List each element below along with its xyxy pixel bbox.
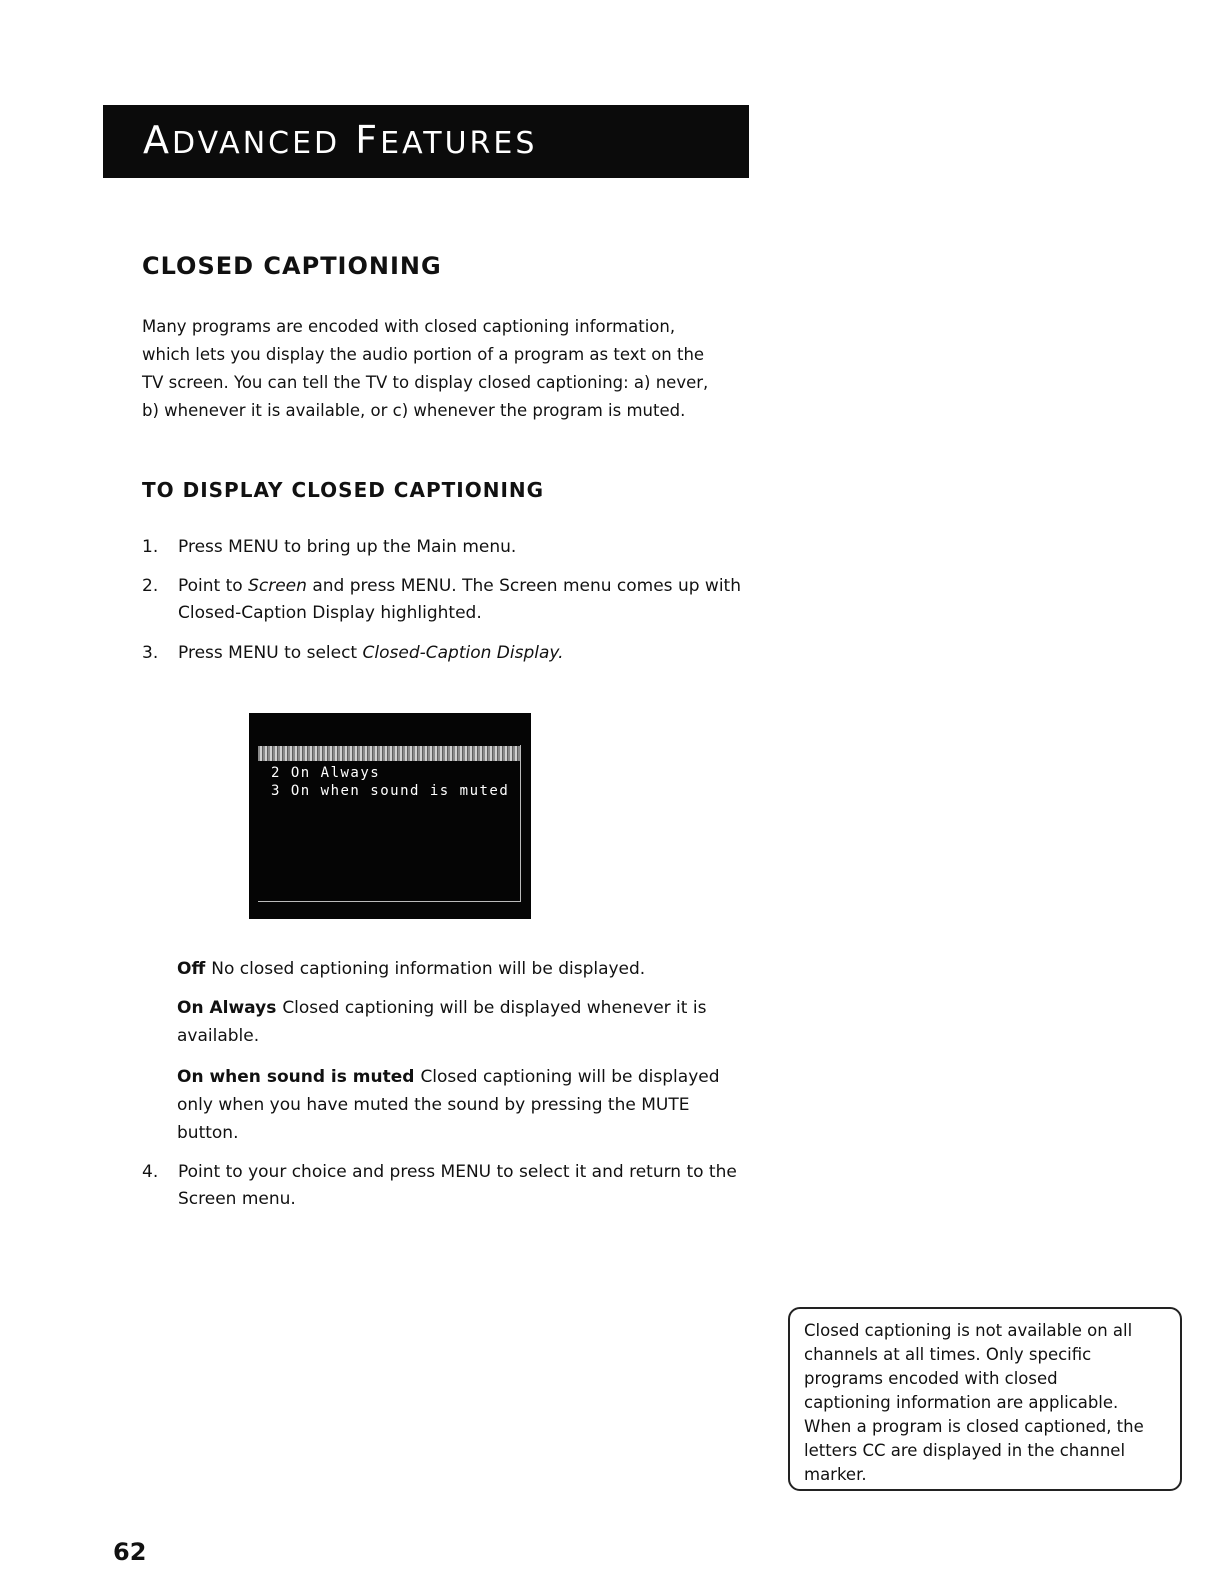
- option-description-on-when-muted: [177, 1063, 720, 1147]
- step-number: 4.: [142, 1162, 159, 1182]
- option-term: Off: [177, 959, 206, 979]
- step-number: 3.: [142, 643, 159, 663]
- step-text-part: Press MENU to select: [178, 643, 363, 663]
- step-item: [142, 573, 741, 627]
- step-text-part: Point to: [178, 576, 249, 596]
- intro-line: TV screen. You can tell the TV to display closed captioning: a) never,: [142, 373, 709, 392]
- note-line: channels at all times. Only specific: [804, 1345, 1092, 1364]
- intro-line: Many programs are encoded with closed captioning information,: [142, 317, 676, 336]
- step-item: [142, 640, 564, 667]
- option-text-line: available.: [177, 1026, 260, 1046]
- step-text-part: and press MENU. The Screen menu comes up with: [306, 576, 741, 596]
- note-line: programs encoded with closed: [804, 1369, 1058, 1388]
- step-text-italic: Screen: [248, 576, 307, 596]
- intro-line: which lets you display the audio portion of a program as text on the: [142, 345, 705, 364]
- step-item: [142, 534, 516, 561]
- note-line: captioning information are applicable.: [804, 1393, 1119, 1412]
- option-text: Closed captioning will be displayed whenever it is: [282, 998, 707, 1018]
- step-text: Press MENU to bring up the Main menu.: [178, 537, 517, 557]
- banner-title: [143, 118, 537, 162]
- option-description-on-always: [177, 994, 706, 1050]
- tv-menu-screenshot: [249, 713, 531, 919]
- option-text: Closed captioning will be displayed: [420, 1067, 720, 1087]
- tv-menu-highlight-bar: [258, 746, 520, 761]
- subsection-heading: TO DISPLAY CLOSED CAPTIONING: [142, 478, 545, 502]
- intro-paragraph: [142, 313, 762, 425]
- tv-menu-option-on-always: 2 On Always: [271, 765, 381, 781]
- step-number: 2.: [142, 576, 159, 596]
- note-line: When a program is closed captioned, the: [804, 1417, 1144, 1436]
- option-text: No closed captioning information will be displayed.: [211, 959, 646, 979]
- step-text: [178, 640, 564, 667]
- banner-title-rest-1: DVANCED: [172, 126, 341, 161]
- section-banner: [103, 105, 749, 178]
- step-text-line: Screen menu.: [178, 1189, 296, 1209]
- banner-title-initial-1: A: [143, 118, 172, 162]
- tv-menu-option-on-when-muted: 3 On when sound is muted: [271, 783, 510, 799]
- step-text-line: Point to your choice and press MENU to select it and return to the: [178, 1162, 737, 1182]
- intro-line: b) whenever it is available, or c) whenever the program is muted.: [142, 401, 686, 420]
- step-text: [178, 1159, 737, 1213]
- note-line: letters CC are displayed in the channel: [804, 1441, 1126, 1460]
- option-term: On Always: [177, 998, 277, 1018]
- page-number: 62: [113, 1538, 147, 1566]
- banner-title-rest-2: EATURES: [380, 126, 538, 161]
- note-line: marker.: [804, 1465, 867, 1484]
- note-line: Closed captioning is not available on all: [804, 1321, 1133, 1340]
- note-box: [788, 1307, 1182, 1491]
- banner-title-initial-2: F: [355, 118, 381, 162]
- step-item: [142, 1159, 737, 1213]
- option-text-line: only when you have muted the sound by pressing the MUTE: [177, 1095, 690, 1115]
- option-term: On when sound is muted: [177, 1067, 415, 1087]
- step-text-line: Closed-Caption Display highlighted.: [178, 603, 482, 623]
- step-text-italic: Closed-Caption Display.: [362, 643, 564, 663]
- section-heading: CLOSED CAPTIONING: [142, 252, 442, 280]
- step-text: [178, 573, 741, 627]
- option-text-line: button.: [177, 1123, 239, 1143]
- option-description-off: [177, 955, 645, 983]
- step-number: 1.: [142, 537, 159, 557]
